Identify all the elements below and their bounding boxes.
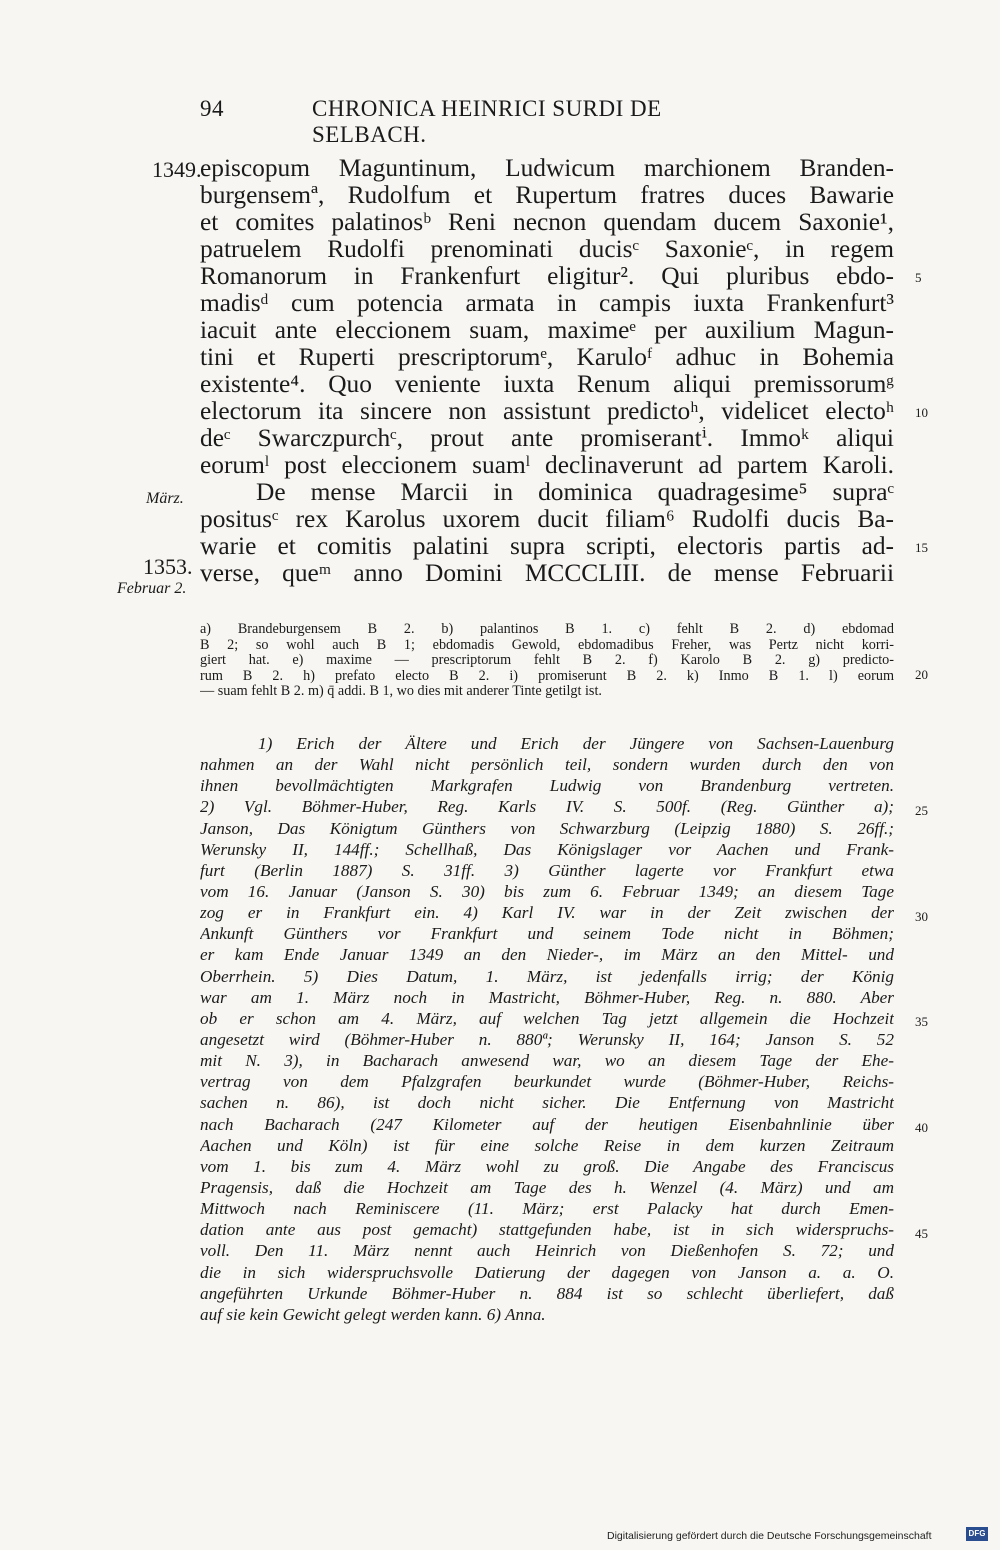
footnote-line: Oberrhein. 5) Dies Datum, 1. März, ist jedenfalls irrig; der König	[200, 966, 894, 986]
text-line: patruelem Rudolfi prenominati ducisᶜ Saxonieᶜ, in regem	[200, 236, 894, 263]
text-line: episcopum Maguntinum, Ludwicum marchionem Branden-	[200, 155, 894, 182]
text-line: warie et comitis palatini supra scripti, electoris partis ad-	[200, 533, 894, 560]
variant-line: B 2; so wohl auch B 1; ebdomadis Gewold, ebdomadibus Freher, was Pertz nicht korri-	[200, 637, 894, 653]
footnote-line: zog er in Frankfurt ein. 4) Karl IV. war in der Zeit zwischen der	[200, 903, 894, 923]
footnote-line: 2) Vgl. Böhmer-Huber, Reg. Karls IV. S. 500f. (Reg. Günther a);	[200, 797, 894, 817]
text-line: eorumˡ post eleccionem suamˡ declinaverunt ad partem Karoli.	[200, 452, 894, 479]
text-line: burgensemª, Rudolfum et Rupertum fratres duces Bawarie	[200, 182, 894, 209]
main-text	[200, 155, 894, 587]
variant-line: rum B 2. h) prefato electo B 2. i) promiserunt B 2. k) Inmo B 1. l) eorum	[200, 668, 894, 684]
footnote-line: Aachen und Köln) ist für eine solche Reise in dem kurzen Zeitraum	[200, 1135, 894, 1155]
footnote-line: ihnen bevollmächtigten Markgrafen Ludwig von Brandenburg vertreten.	[200, 776, 894, 796]
footnote-line: war am 1. März noch in Mastricht, Böhmer-Huber, Reg. n. 880. Aber	[200, 987, 894, 1007]
footnote-line: dation ante aus post gemacht) stattgefunden habe, ist in sich widerspruchs-	[200, 1220, 894, 1240]
footnote-line: vom 16. Januar (Janson S. 30) bis zum 6. Februar 1349; an diesem Tage	[200, 881, 894, 901]
margin-year-1349: 1349.	[152, 157, 202, 182]
text-line: iacuit ante eleccionem suam, maximeᵉ per auxilium Magun-	[200, 317, 894, 344]
line-number: 20	[915, 667, 928, 682]
footnote-line: Janson, Das Königtum Günthers von Schwarzburg (Leipzig 1880) S. 26ff.;	[200, 818, 894, 838]
variant-apparatus	[200, 622, 894, 700]
footnotes	[200, 733, 894, 1325]
text-line: Romanorum in Frankenfurt eligitur². Qui pluribus ebdo-	[200, 263, 894, 290]
footnote-line: angeführten Urkunde Böhmer-Huber n. 884 ist so schlecht überliefert, daß	[200, 1283, 894, 1303]
text-line: verse, queᵐ anno Domini MCCCLIII. de mense Februarii	[200, 560, 894, 587]
footnote-line: nahmen an der Wahl nicht persönlich teil, sondern wurden durch den von	[200, 755, 894, 775]
running-title: CHRONICA HEINRICI SURDI DE SELBACH.	[312, 96, 662, 147]
margin-maerz: März.	[146, 490, 184, 507]
margin-februar: Februar 2.	[117, 580, 187, 597]
line-number: 35	[915, 1014, 928, 1029]
footnote-line: Mittwoch nach Reminiscere (11. März; erst Palacky hat durch Emen-	[200, 1199, 894, 1219]
margin-year-1353: 1353.	[143, 554, 193, 579]
line-number: 45	[915, 1226, 928, 1241]
footnote-line: voll. Den 11. März nennt auch Heinrich von Dießenhofen S. 72; und	[200, 1241, 894, 1261]
text-line: positusᶜ rex Karolus uxorem ducit filiam⁶ Rudolfi ducis Ba-	[200, 506, 894, 533]
footnote-line: furt (Berlin 1887) S. 31ff. 3) Günther lagerte vor Frankfurt etwa	[200, 860, 894, 880]
line-number: 25	[915, 803, 928, 818]
line-number: 30	[915, 909, 928, 924]
footnote-line: mit N. 3), in Bacharach anwesend war, wo an diesem Tage der Ehe-	[200, 1051, 894, 1071]
footnote-line: nach Bacharach (247 Kilometer auf der heutigen Eisenbahnlinie über	[200, 1114, 894, 1134]
variant-line: — suam fehlt B 2. m) q̄ addi. B 1, wo dies mit anderer Tinte getilgt ist.	[200, 684, 602, 699]
text-line: De mense Marcii in dominica quadragesime⁵ supraᶜ	[256, 479, 894, 506]
line-number: 5	[915, 270, 922, 285]
text-line: et comites palatinosᵇ Reni necnon quendam ducem Saxonie¹,	[200, 209, 894, 236]
text-line: madisᵈ cum potencia armata in campis iuxta Frankenfurt³	[200, 290, 894, 317]
footnote-line: sachen n. 86), ist doch nicht sicher. Die Entfernung von Mastricht	[200, 1093, 894, 1113]
variant-line: a) Brandeburgensem B 2. b) palantinos B 1. c) fehlt B 2. d) ebdomad	[200, 622, 894, 637]
text-line: tini et Ruperti prescriptorumᵉ, Karuloᶠ adhuc in Bohemia	[200, 344, 894, 371]
text-line: existente⁴. Quo veniente iuxta Renum aliqui premissorumᵍ	[200, 371, 894, 398]
footnote-line: vom 1. bis zum 4. März wohl zu groß. Die Angabe des Franciscus	[200, 1156, 894, 1176]
footnote-line: vertrag von dem Pfalzgrafen beurkundet wurde (Böhmer-Huber, Reichs-	[200, 1072, 894, 1092]
funding-credit: Digitalisierung gefördert durch die Deutsche Forschungsgemeinschaft	[607, 1530, 932, 1542]
footnote-line: die in sich widerspruchsvolle Datierung der dagegen von Janson a. a. O.	[200, 1262, 894, 1282]
line-number: 15	[915, 540, 928, 555]
text-line: electorum ita sincere non assistunt predictoʰ, videlicet electoʰ	[200, 398, 894, 425]
dfg-logo: DFG	[966, 1527, 988, 1541]
text-line: deᶜ Swarczpurchᶜ, prout ante promiserantⁱ. Immoᵏ aliqui	[200, 425, 894, 452]
line-number: 40	[915, 1120, 928, 1135]
footnote-line: Pragensis, daß die Hochzeit am Tage des h. Wenzel (4. März) und am	[200, 1177, 894, 1197]
footnote-line: angesetzt wird (Böhmer-Huber n. 880ª; Werunsky II, 164; Janson S. 52	[200, 1029, 894, 1049]
line-number: 10	[915, 405, 928, 420]
footnote-line: Werunsky II, 144ff.; Schellhaß, Das Königslager vor Aachen und Frank-	[200, 839, 894, 859]
footnote-line: 1) Erich der Ältere und Erich der Jüngere von Sachsen-Lauenburg	[258, 734, 894, 753]
footnote-line: ob er schon am 4. März, auf welchen Tag jetzt allgemein die Hochzeit	[200, 1008, 894, 1028]
page-number: 94	[200, 96, 224, 121]
footnote-line: Ankunft Günthers vor Frankfurt und seinem Tode nicht in Böhmen;	[200, 924, 894, 944]
footnote-line: auf sie kein Gewicht gelegt werden kann. 6) Anna.	[200, 1304, 546, 1324]
variant-line: giert hat. e) maxime — prescriptorum fehlt B 2. f) Karolo B 2. g) predicto-	[200, 653, 894, 668]
footnote-line: er kam Ende Januar 1349 an den Nieder-, im März an den Mittel- und	[200, 945, 894, 965]
